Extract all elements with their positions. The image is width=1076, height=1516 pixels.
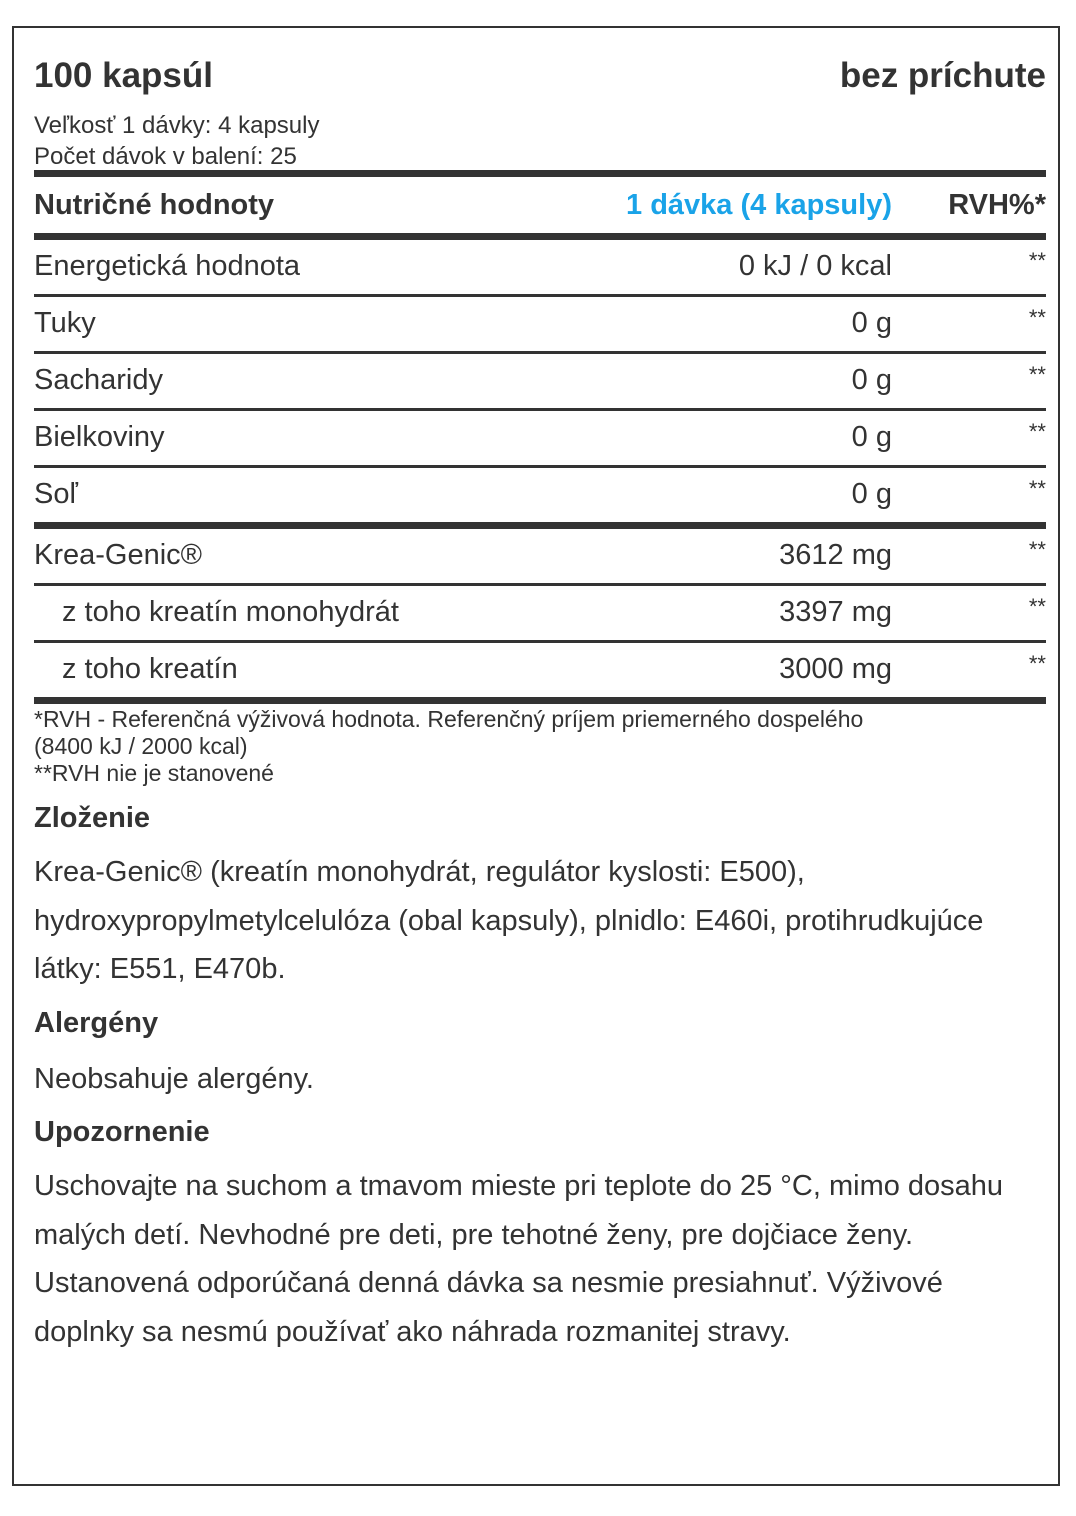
nutrient-rvh: ** xyxy=(1028,362,1046,387)
serving-size: Veľkosť 1 dávky: 4 kapsuly xyxy=(34,112,320,139)
nutrient-value: 0 kJ / 0 kcal xyxy=(738,250,892,282)
footnote-rvh-reference: (8400 kJ / 2000 kcal) xyxy=(34,733,248,759)
product-header xyxy=(34,56,1046,104)
table-row xyxy=(34,643,1046,697)
nutrient-value: 0 g xyxy=(851,478,892,510)
footnotes xyxy=(34,706,1046,787)
divider xyxy=(34,697,1046,704)
nutrient-name: Tuky xyxy=(34,307,96,339)
divider xyxy=(34,170,1046,177)
table-row xyxy=(34,354,1046,408)
divider xyxy=(34,522,1046,529)
ingredient-value: 3000 mg xyxy=(779,653,892,685)
ingredient-rvh: ** xyxy=(1028,651,1046,676)
ingredient-value: 3612 mg xyxy=(779,539,892,571)
table-row xyxy=(34,297,1046,351)
table-row xyxy=(34,240,1046,294)
table-row xyxy=(34,586,1046,640)
nutrient-value: 0 g xyxy=(851,421,892,453)
nutrient-rvh: ** xyxy=(1028,305,1046,330)
nutrient-rvh: ** xyxy=(1028,476,1046,501)
table-row xyxy=(34,468,1046,522)
nutrient-rvh: ** xyxy=(1028,248,1046,273)
warning-title: Upozornenie xyxy=(34,1116,210,1148)
footnote-not-set: **RVH nie je stanovené xyxy=(34,760,274,786)
column-header-rvh: RVH%* xyxy=(948,189,1046,221)
nutrient-value: 0 g xyxy=(851,307,892,339)
table-row xyxy=(34,411,1046,465)
nutrient-rvh: ** xyxy=(1028,419,1046,444)
ingredient-name: z toho kreatín monohydrát xyxy=(62,596,399,628)
product-flavor: bez príchute xyxy=(839,56,1046,95)
nutrient-name: Sacharidy xyxy=(34,364,163,396)
allergens-text: Neobsahuje alergény. xyxy=(34,1063,314,1095)
composition-title: Zloženie xyxy=(34,802,151,834)
nutrient-name: Energetická hodnota xyxy=(34,250,301,282)
ingredient-rvh: ** xyxy=(1028,594,1046,619)
warning-text: Uschovajte na suchom a tmavom mieste pri teplote do 25 °C, mimo dosahu malých detí. Nevhodné pre deti, pre tehotné ženy, pre dojčiace ženy. Ustanovená odporúčaná denná dávka sa nesmie presiahnuť. Výživové doplnky sa nesmú používať ako náhrada rozmanitej stravy. xyxy=(34,1170,1004,1348)
nutrient-name: Bielkoviny xyxy=(34,421,165,453)
nutrition-table xyxy=(34,170,1046,704)
serving-info xyxy=(34,110,319,172)
divider xyxy=(34,233,1046,240)
column-header-amount: 1 dávka (4 kapsuly) xyxy=(626,189,892,221)
table-row xyxy=(34,529,1046,583)
label-frame xyxy=(12,26,1060,1486)
column-header-name: Nutričné hodnoty xyxy=(34,189,275,221)
composition-text: Krea-Genic® (kreatín monohydrát, regulátor kyslosti: E500), hydroxypropylmetylcelulóza (obal kapsuly), plnidlo: E460i, protihrudkujúce látky: E551, E470b. xyxy=(34,856,984,985)
nutrient-value: 0 g xyxy=(851,364,892,396)
ingredient-name: z toho kreatín xyxy=(62,653,238,685)
footnote-rvh: *RVH - Referenčná výživová hodnota. Referenčný príjem priemerného dospelého xyxy=(34,706,864,732)
ingredient-rvh: ** xyxy=(1028,537,1046,562)
allergens-title: Alergény xyxy=(34,1007,159,1039)
product-amount: 100 kapsúl xyxy=(34,56,213,95)
ingredient-value: 3397 mg xyxy=(779,596,892,628)
nutrient-name: Soľ xyxy=(34,478,78,510)
servings-per-pack: Počet dávok v balení: 25 xyxy=(34,143,297,170)
ingredient-name: Krea-Genic® xyxy=(34,539,203,571)
table-header-row xyxy=(34,177,1046,233)
